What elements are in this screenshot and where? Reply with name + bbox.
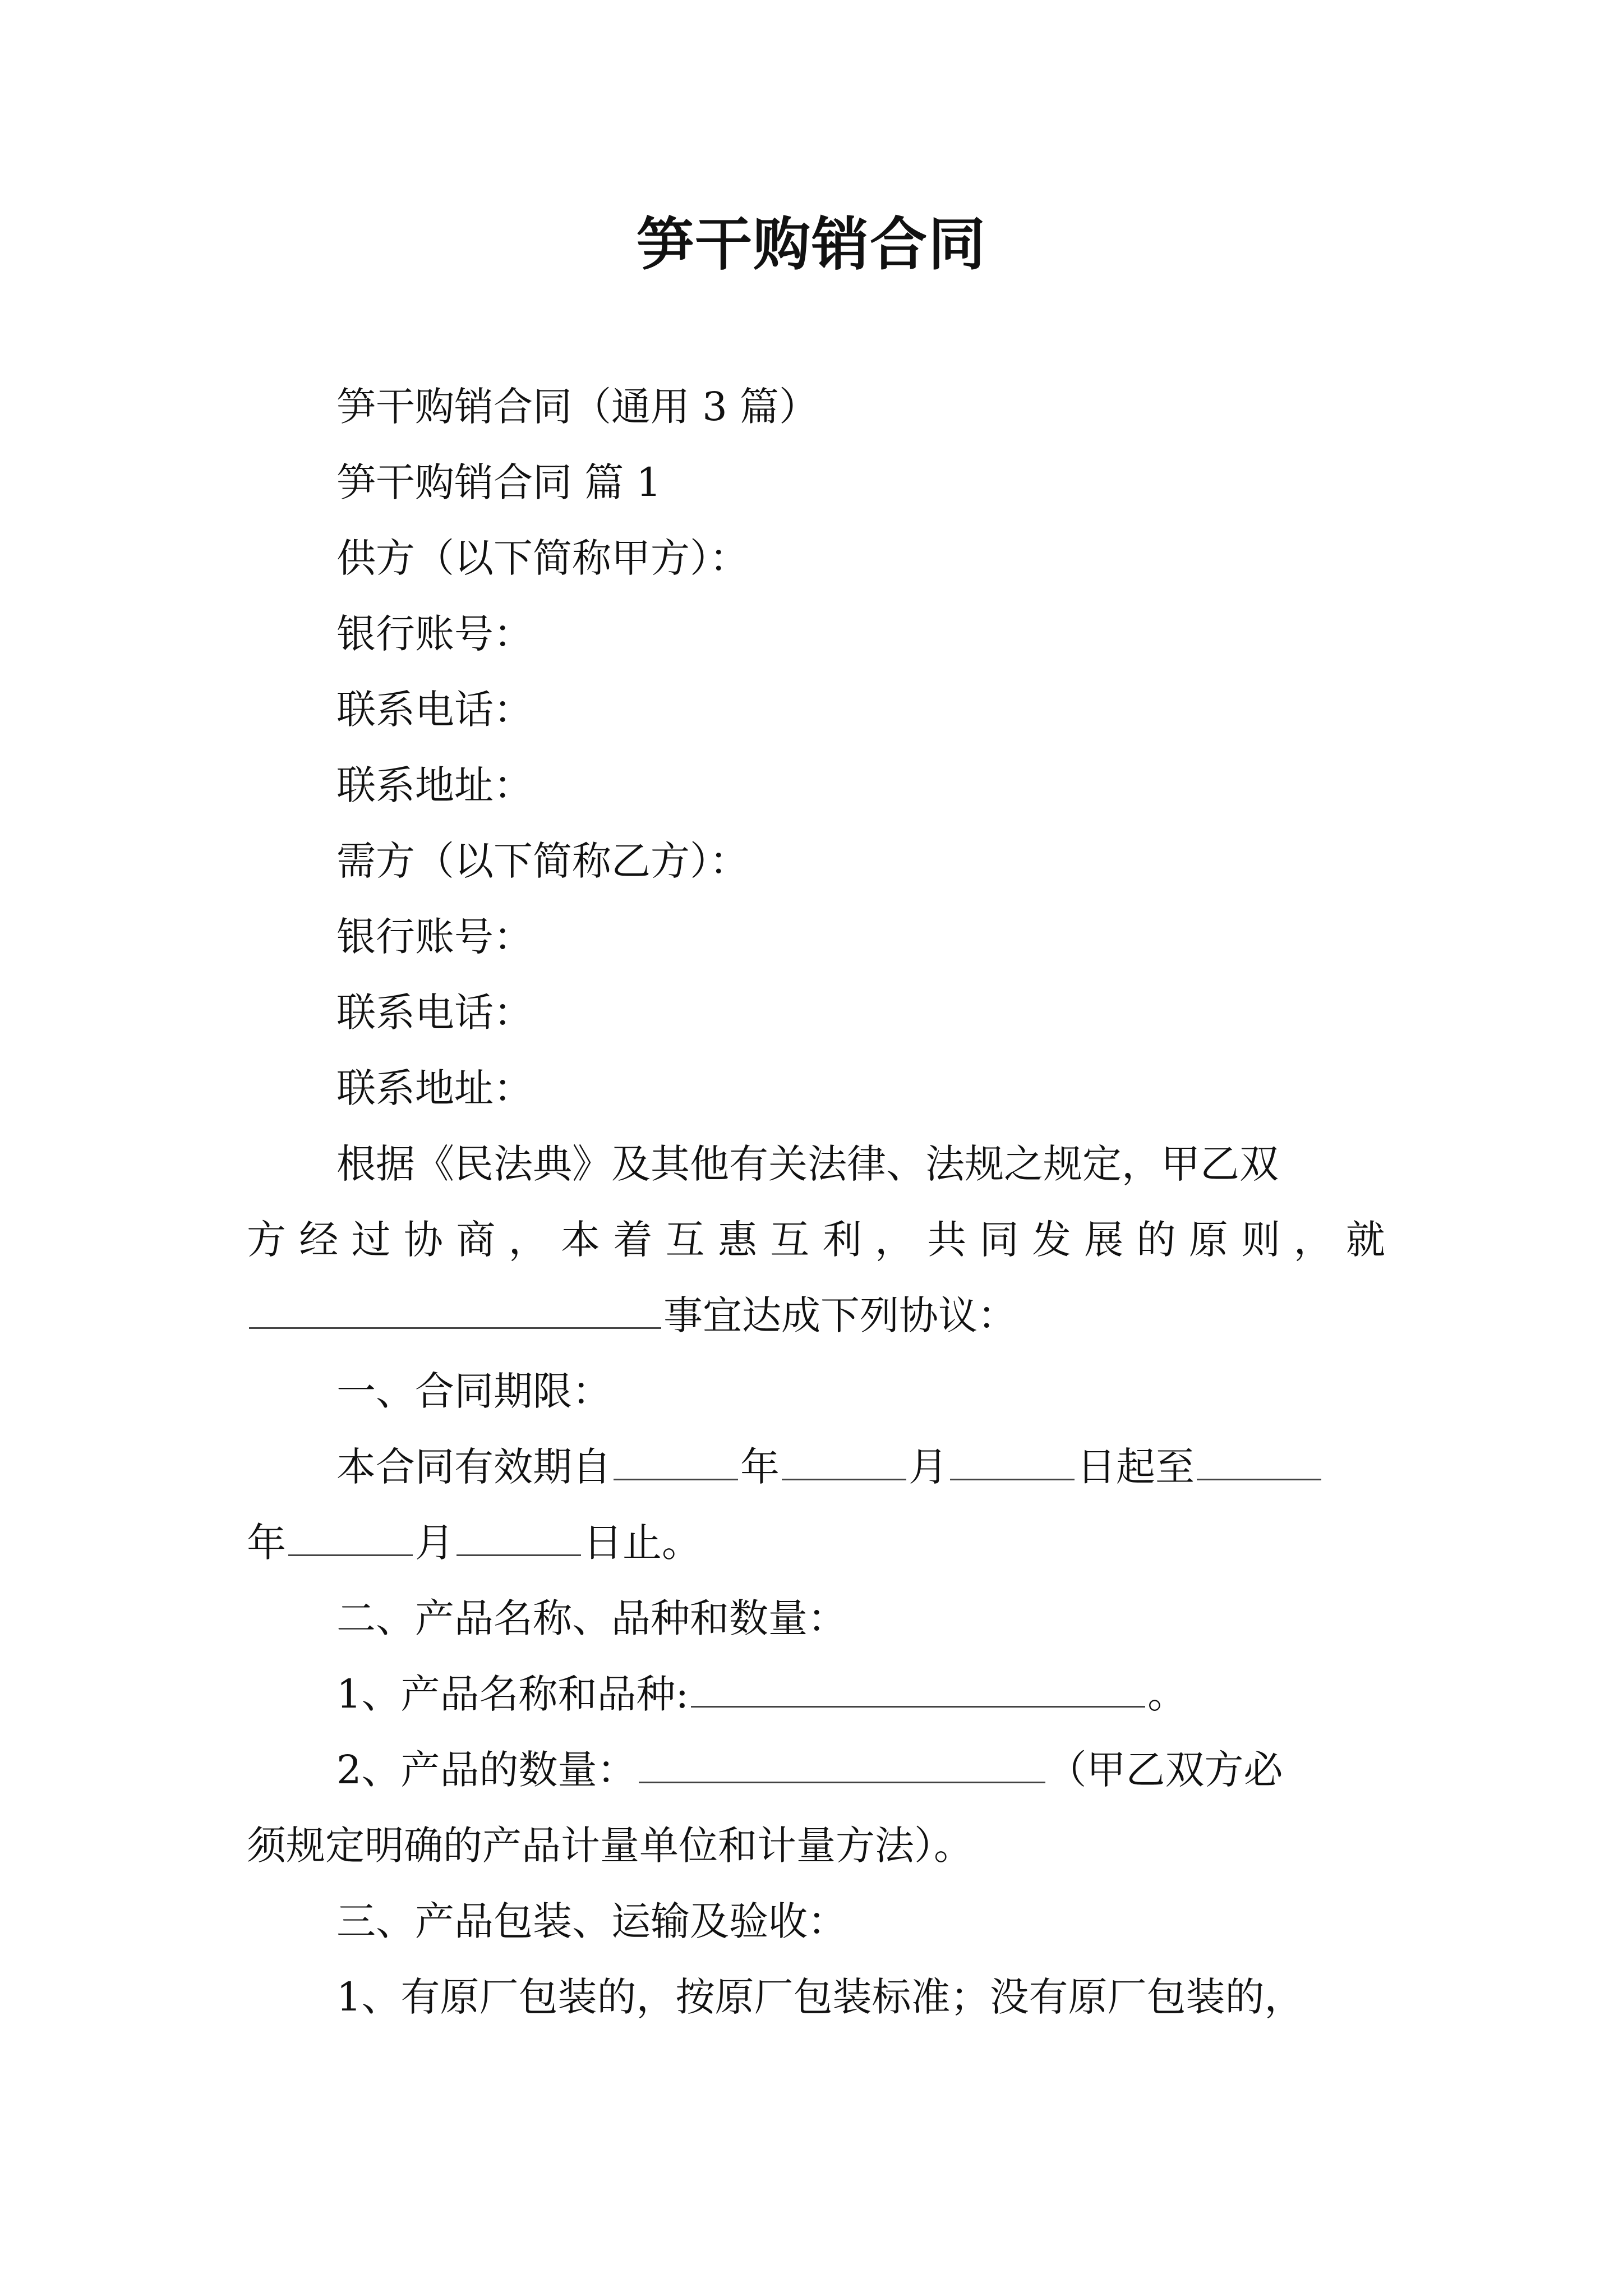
preamble-char: 着 [613,1217,653,1263]
end-year-blank[interactable] [1197,1444,1321,1480]
buyer-address: 联系地址： [336,1065,533,1111]
quantity-note-continued: 须规定明确的产品计量单位和计量方法）。 [247,1823,973,1869]
supplier-label: 供方（以下简称甲方）： [336,535,749,581]
supplier-bank-account: 银行账号： [336,611,533,657]
preamble-char: 惠 [717,1217,757,1263]
preamble-char: 商 [456,1217,496,1263]
matter-blank[interactable] [249,1292,661,1329]
clause-2-heading: 二、产品名称、品种和数量： [336,1595,847,1641]
day-from-label: 日起至 [1077,1444,1195,1490]
supplier-address: 联系地址： [336,762,533,808]
buyer-label: 需方（以下简称乙方）： [336,838,749,884]
preamble-char: 方 [247,1217,286,1263]
section-heading-part1: 笋干购销合同 篇 1 [336,459,662,505]
preamble-char: 经 [299,1217,339,1263]
product-quantity-line [336,1742,1283,1798]
preamble-char: 就 [1345,1217,1385,1263]
product-name-blank[interactable] [691,1671,1145,1708]
preamble-char: 原 [1188,1217,1228,1263]
document-title: 笋干购销合同 [637,211,986,278]
preamble-char: ， [508,1217,548,1263]
subtitle-general: 笋干购销合同（通用 3 篇） [336,384,819,430]
month-label: 月 [415,1520,454,1566]
preamble-line-1: 根据《民法典》及其他有关法律、法规之规定，甲乙双 [336,1141,1279,1187]
validity-line-1 [336,1439,1324,1495]
validity-text: 本合同有效期自 [336,1444,611,1490]
preamble-char: 互 [665,1217,705,1263]
product-name-line [336,1666,1187,1722]
supplier-phone: 联系电话： [336,687,533,733]
clause-1-heading: 一、合同期限： [336,1368,611,1414]
preamble-char: 发 [1031,1217,1071,1263]
start-year-blank[interactable] [614,1444,738,1480]
product-name-label: 1、产品名称和品种: [336,1671,689,1717]
preamble-char: 共 [927,1217,967,1263]
buyer-bank-account: 银行账号： [336,914,533,960]
preamble-char: 本 [560,1217,600,1263]
product-quantity-note: （甲乙双方必 [1047,1747,1283,1793]
preamble-line-3 [247,1287,1017,1343]
preamble-char: 过 [351,1217,391,1263]
preamble-char: 则 [1241,1217,1281,1263]
packaging-line-1: 1、有原厂包装的，按原厂包装标准；没有原厂包装的， [336,1974,1304,2020]
day-end-label: 日止。 [583,1520,701,1566]
year-label: 年 [247,1520,286,1566]
buyer-phone: 联系电话： [336,990,533,1036]
preamble-char: 的 [1136,1217,1176,1263]
end-day-blank[interactable] [457,1520,581,1556]
product-name-end: 。 [1147,1671,1187,1717]
preamble-line-2 [247,1212,1385,1268]
year-label: 年 [740,1444,780,1490]
preamble-char: 展 [1084,1217,1124,1263]
end-month-blank[interactable] [288,1520,413,1556]
clause-3-heading: 三、产品包装、运输及验收： [336,1898,847,1944]
preamble-char: 协 [403,1217,443,1263]
month-label: 月 [909,1444,948,1490]
preamble-end-text: 事宜达成下列协议： [663,1292,1017,1338]
start-month-blank[interactable] [782,1444,906,1480]
validity-line-2 [247,1515,701,1571]
product-quantity-blank[interactable] [639,1747,1045,1783]
start-day-blank[interactable] [950,1444,1075,1480]
product-quantity-label: 2、产品的数量： [336,1747,637,1793]
preamble-char: 互 [770,1217,810,1263]
preamble-char: 同 [979,1217,1019,1263]
preamble-char: ， [1293,1217,1333,1263]
preamble-char: 利 [822,1217,862,1263]
preamble-char: ， [874,1217,914,1263]
